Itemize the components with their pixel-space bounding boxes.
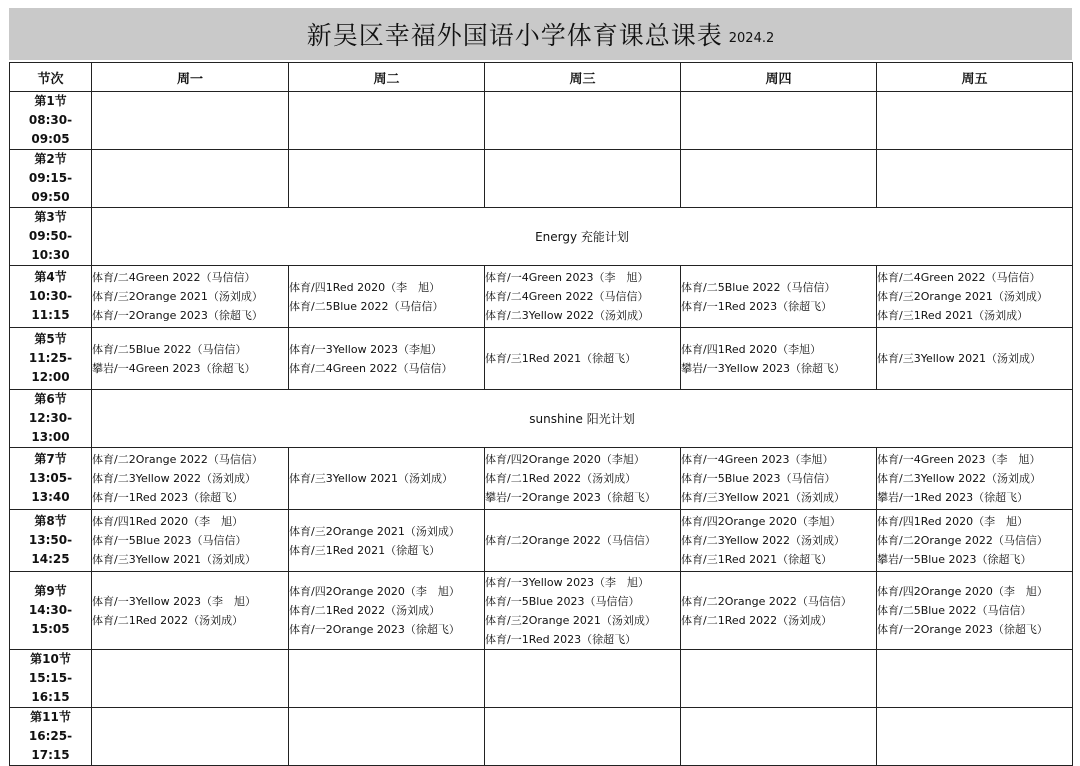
class-entry: 体育/二5Blue 2022（马信信） xyxy=(877,604,1032,617)
period-time: 10:30-11:15 xyxy=(28,289,73,322)
class-entry: 体育/二1Red 2022（汤刘成） xyxy=(681,613,833,627)
period-time: 09:50-10:30 xyxy=(28,229,73,262)
cell-thursday xyxy=(681,92,877,150)
class-entry: 体育/二1Red 2022（汤刘成） xyxy=(485,472,637,485)
cell-monday xyxy=(92,150,289,208)
class-entry: 体育/二3Yellow 2022（汤刘成） xyxy=(485,309,650,322)
table-row xyxy=(10,390,1073,448)
class-entry: 体育/一2Orange 2023（徐超飞） xyxy=(92,309,263,322)
table-row xyxy=(10,266,1073,328)
period-time: 15:15-16:15 xyxy=(28,671,73,704)
period-name: 第9节 xyxy=(34,584,67,598)
class-entry: 体育/一4Green 2023（李 旭） xyxy=(877,453,1041,466)
period-cell xyxy=(10,150,92,208)
cell-monday xyxy=(92,650,289,708)
class-entry: 体育/四2Orange 2020（李旭） xyxy=(485,453,645,466)
period-time: 16:25-17:15 xyxy=(28,729,73,762)
period-name: 第11节 xyxy=(30,710,71,724)
class-entry: 体育/二2Orange 2022（马信信） xyxy=(485,534,656,547)
period-name: 第2节 xyxy=(34,152,67,166)
header-friday: 周五 xyxy=(877,63,1073,92)
cell-monday xyxy=(92,572,289,650)
cell-friday xyxy=(877,328,1073,390)
class-entry: 体育/三1Red 2021（汤刘成） xyxy=(877,309,1029,322)
period-time: 13:50-14:25 xyxy=(28,533,73,566)
cell-friday xyxy=(877,708,1073,766)
class-entry: 体育/二1Red 2022（汤刘成） xyxy=(92,613,244,627)
period-cell xyxy=(10,448,92,510)
period-name: 第3节 xyxy=(34,210,67,224)
period-time: 13:05-13:40 xyxy=(28,471,73,504)
class-entry: 体育/二2Orange 2022（马信信） xyxy=(877,534,1048,547)
cell-thursday xyxy=(681,572,877,650)
class-entry: 体育/二3Yellow 2022（汤刘成） xyxy=(681,534,846,547)
period-time: 12:30-13:00 xyxy=(28,411,73,444)
class-entry: 攀岩/一1Red 2023（徐超飞） xyxy=(877,491,1029,504)
class-entry: 体育/二4Green 2022（马信信） xyxy=(289,361,453,375)
class-entry: 体育/四1Red 2020（李旭） xyxy=(681,342,822,356)
class-entry: 体育/四1Red 2020（李 旭） xyxy=(92,515,244,528)
program-banner: sunshine 阳光计划 xyxy=(92,390,1073,448)
class-entry: 体育/一3Yellow 2023（李 旭） xyxy=(92,594,257,608)
cell-tuesday xyxy=(289,650,485,708)
cell-monday xyxy=(92,510,289,572)
period-name: 第1节 xyxy=(34,94,67,108)
class-entry: 体育/三1Red 2021（徐超飞） xyxy=(289,543,441,557)
class-entry: 体育/一1Red 2023（徐超飞） xyxy=(485,632,637,646)
class-entry: 体育/二4Green 2022（马信信） xyxy=(92,271,256,284)
period-time: 11:25-12:00 xyxy=(28,351,73,384)
class-entry: 体育/一3Yellow 2023（李旭） xyxy=(289,342,443,356)
class-entry: 体育/四2Orange 2020（李 旭） xyxy=(289,585,460,598)
cell-friday xyxy=(877,572,1073,650)
period-name: 第8节 xyxy=(34,514,67,528)
class-entry: 体育/三1Red 2021（徐超飞） xyxy=(681,553,833,566)
class-entry: 体育/二4Green 2022（马信信） xyxy=(877,271,1041,284)
period-name: 第4节 xyxy=(34,270,67,284)
cell-friday xyxy=(877,150,1073,208)
cell-thursday xyxy=(681,510,877,572)
class-entry: 体育/三2Orange 2021（汤刘成） xyxy=(485,613,656,627)
cell-tuesday xyxy=(289,708,485,766)
cell-wednesday xyxy=(485,650,681,708)
period-cell xyxy=(10,92,92,150)
cell-friday xyxy=(877,266,1073,328)
cell-tuesday xyxy=(289,92,485,150)
cell-thursday xyxy=(681,708,877,766)
header-monday: 周一 xyxy=(92,63,289,92)
cell-wednesday xyxy=(485,572,681,650)
class-entry: 体育/三2Orange 2021（汤刘成） xyxy=(92,290,263,303)
class-entry: 体育/一5Blue 2023（马信信） xyxy=(485,594,640,608)
cell-friday xyxy=(877,650,1073,708)
table-row xyxy=(10,650,1073,708)
class-entry: 体育/四1Red 2020（李 旭） xyxy=(289,280,441,294)
class-entry: 体育/三3Yellow 2021（汤刘成） xyxy=(289,472,454,485)
cell-thursday xyxy=(681,448,877,510)
cell-monday xyxy=(92,328,289,390)
cell-monday xyxy=(92,92,289,150)
period-cell xyxy=(10,390,92,448)
cell-friday xyxy=(877,510,1073,572)
class-entry: 体育/四2Orange 2020（李 旭） xyxy=(877,585,1048,598)
period-cell xyxy=(10,650,92,708)
cell-monday xyxy=(92,266,289,328)
class-entry: 体育/一4Green 2023（李旭） xyxy=(681,453,834,466)
class-entry: 攀岩/一4Green 2023（徐超飞） xyxy=(92,361,256,375)
class-entry: 体育/三2Orange 2021（汤刘成） xyxy=(289,524,460,538)
class-entry: 体育/三1Red 2021（徐超飞） xyxy=(485,352,637,365)
cell-tuesday xyxy=(289,510,485,572)
class-entry: 体育/二2Orange 2022（马信信） xyxy=(681,594,852,608)
period-cell xyxy=(10,208,92,266)
header-period: 节次 xyxy=(10,63,92,92)
cell-wednesday xyxy=(485,328,681,390)
cell-tuesday xyxy=(289,328,485,390)
class-entry: 体育/二2Orange 2022（马信信） xyxy=(92,453,263,466)
period-name: 第7节 xyxy=(34,452,67,466)
title-bar xyxy=(9,8,1072,60)
table-row xyxy=(10,92,1073,150)
cell-tuesday xyxy=(289,448,485,510)
table-row xyxy=(10,448,1073,510)
period-time: 08:30-09:05 xyxy=(28,113,73,146)
table-row xyxy=(10,328,1073,390)
period-name: 第10节 xyxy=(30,652,71,666)
cell-wednesday xyxy=(485,266,681,328)
class-entry: 攀岩/一2Orange 2023（徐超飞） xyxy=(485,491,656,504)
cell-wednesday xyxy=(485,510,681,572)
cell-thursday xyxy=(681,266,877,328)
period-name: 第5节 xyxy=(34,332,67,346)
cell-wednesday xyxy=(485,92,681,150)
cell-wednesday xyxy=(485,448,681,510)
cell-friday xyxy=(877,448,1073,510)
table-row xyxy=(10,208,1073,266)
cell-thursday xyxy=(681,150,877,208)
period-name: 第6节 xyxy=(34,392,67,406)
class-entry: 体育/三3Yellow 2021（汤刘成） xyxy=(92,553,257,566)
cell-wednesday xyxy=(485,150,681,208)
class-entry: 体育/四2Orange 2020（李旭） xyxy=(681,515,841,528)
period-cell xyxy=(10,266,92,328)
class-entry: 体育/一5Blue 2023（马信信） xyxy=(92,534,247,547)
class-entry: 体育/三2Orange 2021（汤刘成） xyxy=(877,290,1048,303)
cell-wednesday xyxy=(485,708,681,766)
class-entry: 体育/二4Green 2022（马信信） xyxy=(485,290,649,303)
class-entry: 体育/一1Red 2023（徐超飞） xyxy=(681,299,833,313)
header-tuesday: 周二 xyxy=(289,63,485,92)
page-title: 新吴区幸福外国语小学体育课总课表 xyxy=(306,21,723,50)
table-row xyxy=(10,150,1073,208)
period-cell xyxy=(10,510,92,572)
cell-thursday xyxy=(681,328,877,390)
class-entry: 攀岩/一5Blue 2023（徐超飞） xyxy=(877,553,1032,566)
class-entry: 体育/一5Blue 2023（马信信） xyxy=(681,472,836,485)
header-row xyxy=(10,63,1073,92)
class-entry: 体育/二1Red 2022（汤刘成） xyxy=(289,604,441,617)
class-entry: 体育/一3Yellow 2023（李 旭） xyxy=(485,575,650,589)
class-entry: 体育/四1Red 2020（李 旭） xyxy=(877,515,1029,528)
table-row xyxy=(10,572,1073,650)
class-entry: 体育/一4Green 2023（李 旭） xyxy=(485,271,649,284)
class-entry: 体育/二3Yellow 2022（汤刘成） xyxy=(92,472,257,485)
cell-tuesday xyxy=(289,266,485,328)
header-thursday: 周四 xyxy=(681,63,877,92)
table-row xyxy=(10,510,1073,572)
cell-friday xyxy=(877,92,1073,150)
class-entry: 体育/一2Orange 2023（徐超飞） xyxy=(289,623,460,636)
class-entry: 体育/一1Red 2023（徐超飞） xyxy=(92,491,244,504)
cell-thursday xyxy=(681,650,877,708)
class-entry: 体育/一2Orange 2023（徐超飞） xyxy=(877,623,1048,636)
cell-monday xyxy=(92,448,289,510)
class-entry: 体育/二5Blue 2022（马信信） xyxy=(681,280,836,294)
period-cell xyxy=(10,328,92,390)
title-date: 2024.2 xyxy=(728,30,775,46)
cell-tuesday xyxy=(289,572,485,650)
header-wednesday: 周三 xyxy=(485,63,681,92)
class-entry: 体育/二3Yellow 2022（汤刘成） xyxy=(877,472,1042,485)
schedule-table xyxy=(9,62,1073,766)
class-entry: 体育/二5Blue 2022（马信信） xyxy=(289,299,444,313)
cell-tuesday xyxy=(289,150,485,208)
class-entry: 攀岩/一3Yellow 2023（徐超飞） xyxy=(681,361,846,375)
period-time: 14:30-15:05 xyxy=(28,603,73,636)
class-entry: 体育/三3Yellow 2021（汤刘成） xyxy=(681,491,846,504)
program-banner: Energy 充能计划 xyxy=(92,208,1073,266)
period-time: 09:15-09:50 xyxy=(28,171,73,204)
cell-monday xyxy=(92,708,289,766)
period-cell xyxy=(10,572,92,650)
period-cell xyxy=(10,708,92,766)
table-row xyxy=(10,708,1073,766)
class-entry: 体育/二5Blue 2022（马信信） xyxy=(92,342,247,356)
class-entry: 体育/三3Yellow 2021（汤刘成） xyxy=(877,352,1042,365)
